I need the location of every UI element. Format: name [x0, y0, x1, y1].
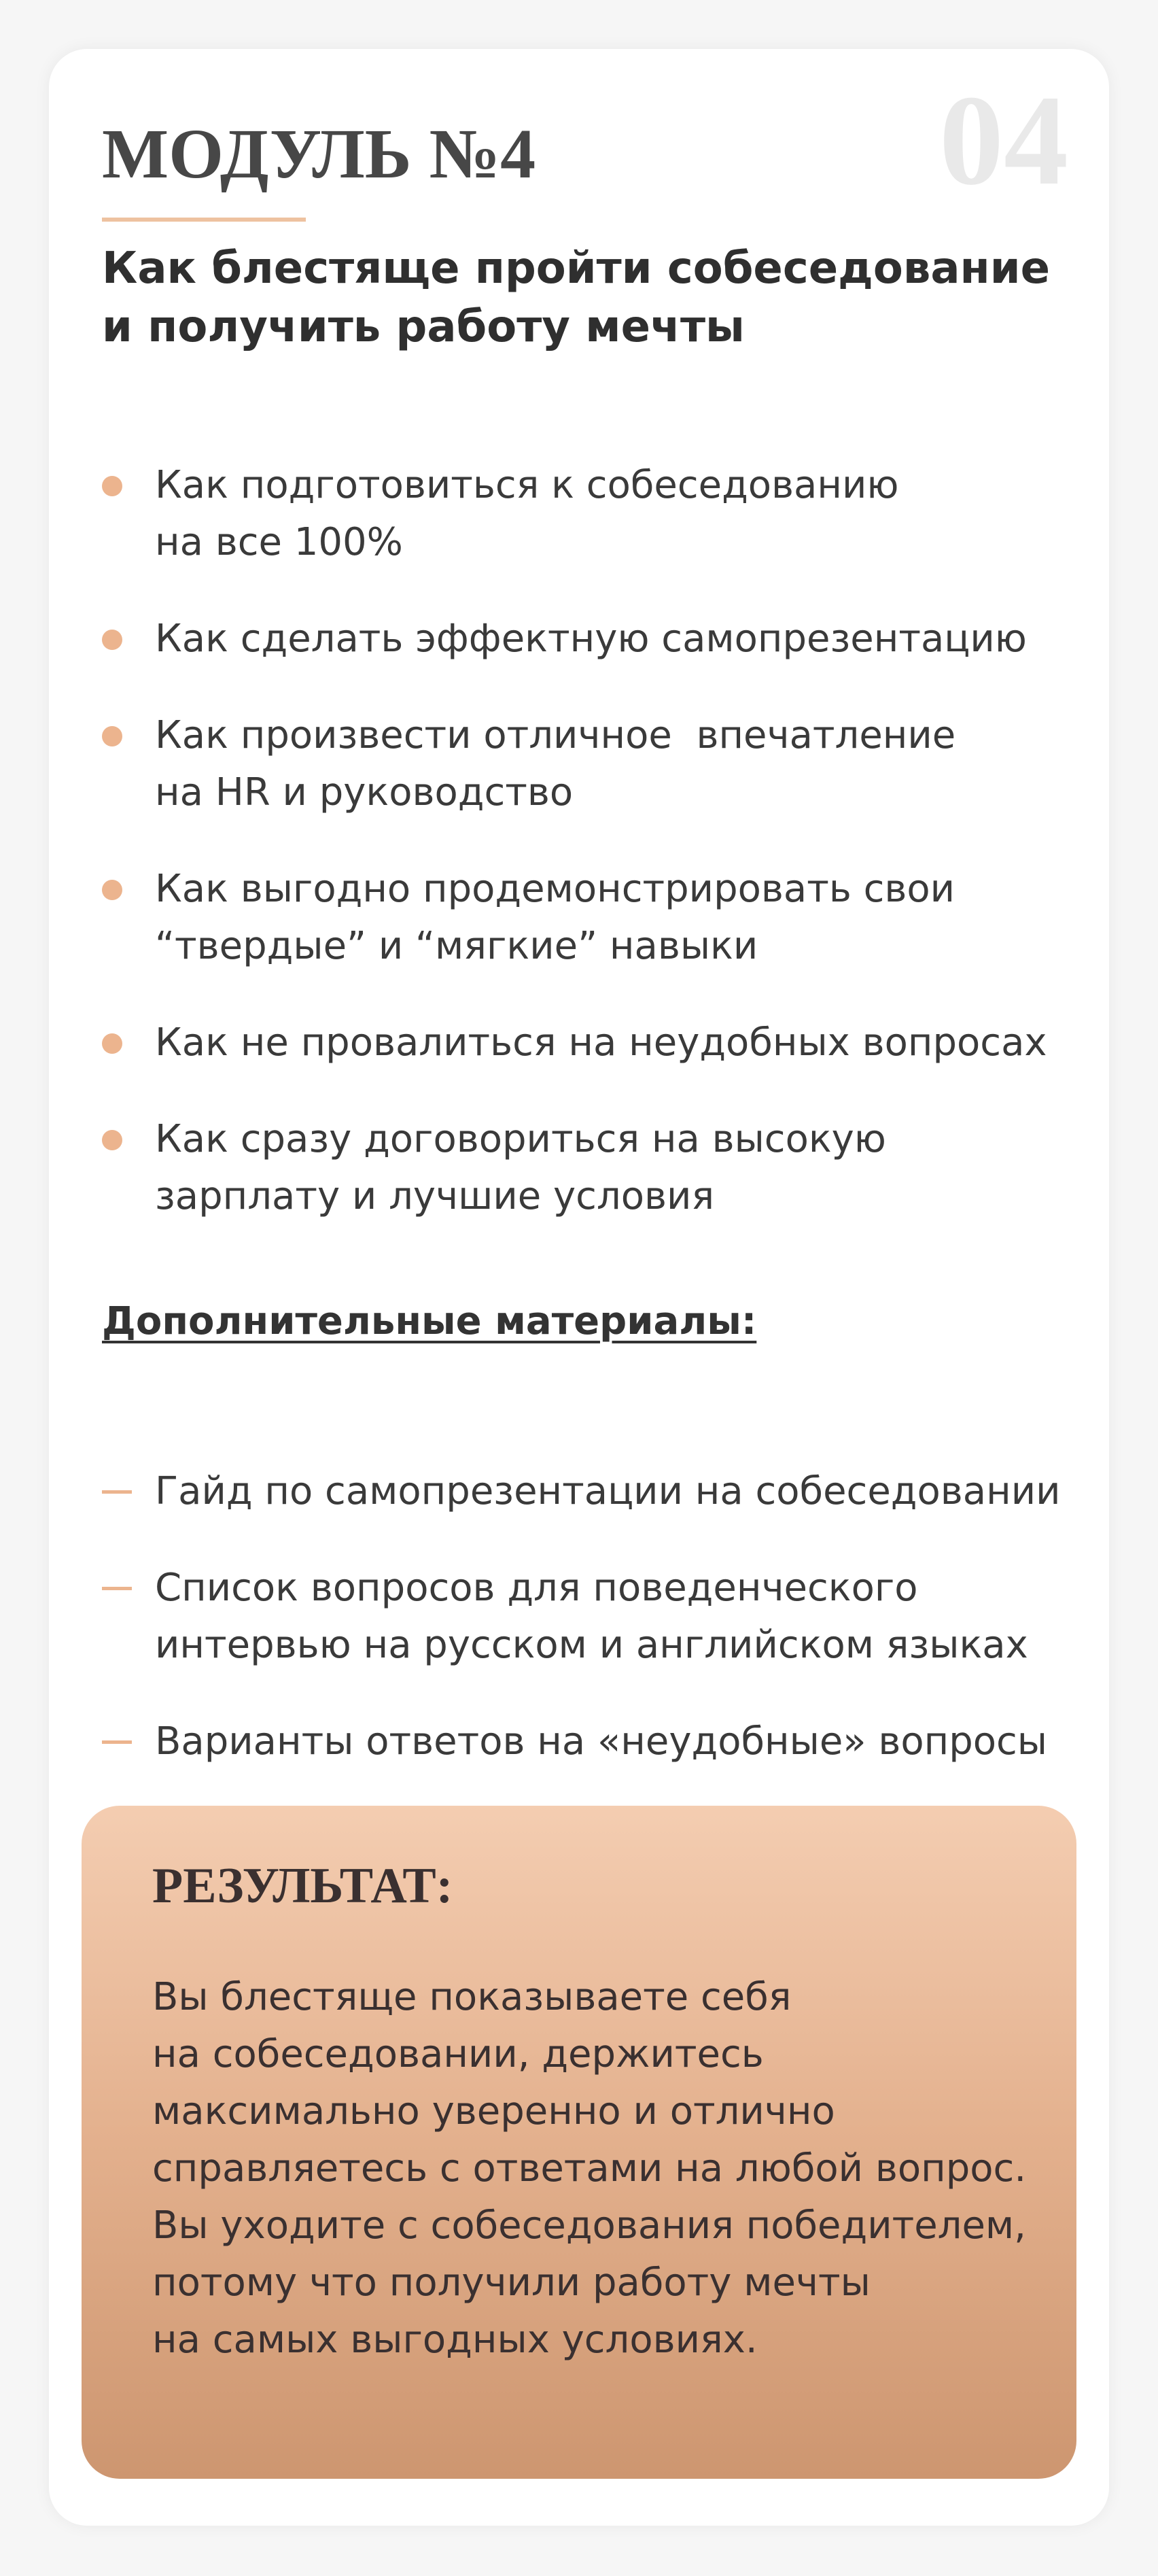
topic-line: на все 100% — [155, 520, 403, 564]
topic-line: Как подготовиться к собеседованию — [155, 463, 899, 507]
result-line: на самых выгодных условиях. — [152, 2318, 758, 2362]
result-text — [152, 1969, 1063, 2369]
topic-line: на HR и руководство — [155, 770, 574, 814]
topic-item — [102, 611, 1094, 668]
bullet-dot-icon — [102, 880, 122, 900]
result-line: Вы уходите с собеседования победителем, — [152, 2203, 1026, 2248]
topic-line: Как выгодно продемонстрировать свои — [155, 867, 955, 911]
bullet-dot-icon — [102, 1130, 122, 1150]
bullet-dot-icon — [102, 1033, 122, 1054]
topic-line: Как произвести отличное впечатление — [155, 713, 956, 757]
subtitle-line: и получить работу мечты — [102, 302, 745, 352]
result-line: потому что получили работу мечты — [152, 2261, 871, 2305]
bullet-dot-icon — [102, 476, 122, 496]
topic-line: зарплату и лучшие условия — [155, 1174, 715, 1218]
extras-list — [102, 1463, 1094, 1810]
topics-list — [102, 457, 1094, 1265]
bullet-dot-icon — [102, 726, 122, 746]
topic-line: Как не провалиться на неудобных вопросах — [155, 1020, 1047, 1065]
topic-item — [102, 861, 1094, 975]
topic-item — [102, 1111, 1094, 1225]
result-title: РЕЗУЛЬТАТ: — [152, 1858, 453, 1914]
result-box — [82, 1806, 1076, 2479]
module-card — [49, 49, 1109, 2526]
extras-heading: Дополнительные материалы: — [102, 1299, 757, 1343]
dash-icon — [102, 1740, 132, 1744]
extra-line: интервью на русском и английском языках — [155, 1623, 1028, 1667]
module-number: 04 — [939, 69, 1068, 212]
subtitle-line: Как блестяще пройти собеседование — [102, 243, 1050, 294]
result-line: справляетесь с ответами на любой вопрос. — [152, 2146, 1027, 2191]
extra-item — [102, 1463, 1094, 1520]
dash-icon — [102, 1490, 132, 1494]
topic-line: “твердые” и “мягкие” навыки — [155, 924, 758, 968]
topic-item — [102, 457, 1094, 571]
result-line: на собеседовании, держитесь — [152, 2032, 764, 2076]
extra-line: Список вопросов для поведенческого — [155, 1566, 918, 1610]
extra-line: Гайд по самопрезентации на собеседовании — [155, 1469, 1061, 1513]
extra-item — [102, 1560, 1094, 1674]
result-line: максимально уверенно и отлично — [152, 2089, 835, 2133]
topic-item — [102, 707, 1094, 821]
module-title: МОДУЛЬ №4 — [102, 115, 536, 193]
dash-icon — [102, 1587, 132, 1590]
bullet-dot-icon — [102, 630, 122, 650]
extra-line: Варианты ответов на «неудобные» вопросы — [155, 1719, 1048, 1764]
module-subtitle — [102, 239, 1087, 356]
topic-line: Как сделать эффектную самопрезентацию — [155, 617, 1027, 661]
topic-line: Как сразу договориться на высокую — [155, 1117, 886, 1161]
title-accent-line — [102, 218, 306, 222]
result-line: Вы блестяще показываете себя — [152, 1975, 792, 2019]
topic-item — [102, 1014, 1094, 1071]
extra-item — [102, 1713, 1094, 1770]
